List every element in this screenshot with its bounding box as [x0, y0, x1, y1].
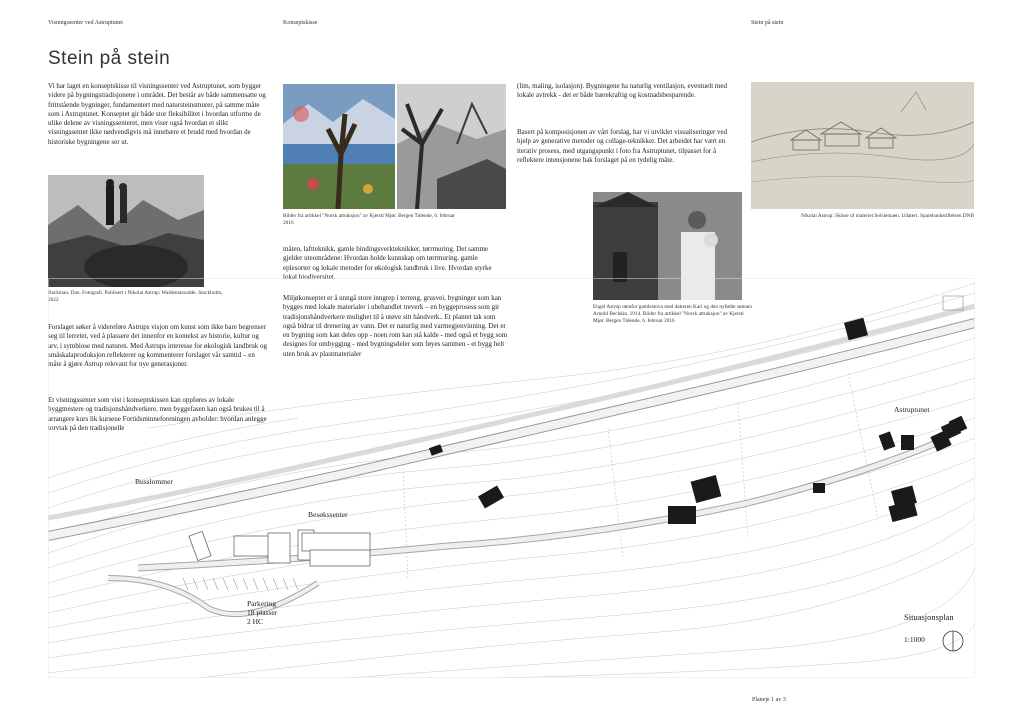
label-scale: 1:1000	[904, 635, 925, 644]
header-project: Visningssenter ved Astruptunet	[48, 20, 123, 26]
photo-astrup-rock	[48, 175, 204, 287]
sketch-solsiemaen	[751, 82, 974, 209]
label-parkering-count: 18 plasser	[247, 608, 278, 617]
caption-photo-3: Engel Astrup utenfor gamlestova med datteren Kari og den nyfødte sønnen Arnold Beckkin. 1914. Bilder fra artikkel "Norsk attraksjon" av Kjersti Mjør. Bergen Tidende, 6. februar 2016	[593, 304, 752, 324]
label-astruptunet: Astruptunet	[894, 405, 930, 414]
header-title: Stein på stein	[751, 20, 784, 26]
paragraph-intro: Vi har laget en konseptskisse til visningssenter ved Astruptunet, som bygger videre på bygningstradisjonene i området. Det består av både sammensatte og frittstående bygninger, fundamentert med natursteinsmurer, på samme måte som i Astruptunet. Konseptet gir både stor fleksibilitet i hvordan utforme de ulike delene av visningssenteret, men viser også hvordan et slikt visningssenter ikke nødvendigvis må innebære et brudd med hvordan de historiske bygningene ser ut.	[48, 82, 266, 146]
paragraph-vision: Forslaget søker å videreføre Astrups visjon om kunst som ikke bare begrenser seg til lerretet, ved å plassere det innenfor en kontekst av historie, kultur og arv, i symbiose med naturen. Med Astrups interesse for økologisk landbruk og småskalaproduksjon reflekterer og kommenterer forslaget vår samtid – en måte å gjøre Astrup relevant for nye generasjoner.	[48, 323, 268, 369]
page-title: Stein på stein	[48, 48, 171, 69]
label-situasjonsplan: Situasjonsplan	[904, 612, 954, 622]
page-number: Planeje 1 av 3	[752, 697, 786, 703]
label-busslommer: Busslommer	[135, 477, 173, 486]
site-plan	[48, 278, 975, 678]
caption-photo-1: Backman, Dan. Fotografi. Publisert i Nikolai Astrup: Waldemarsudde, Stockholm, 2022	[48, 290, 223, 303]
paragraph-techniques: måten, laftteknikk, gamle bindingsverkteknikker, tørrmuring. Det samme gjelder uteområdene: Hvordan holde kunnskap om tørrmuring, gamle eplesorter og lokale metoder for økologisk landbruk i live. Hvordan styrke lokal biodiversitet.	[283, 245, 492, 281]
photo-tree-house	[397, 84, 506, 209]
label-parkering-title: Parkering	[247, 599, 277, 608]
caption-photo-4: Nikolai Astrup: Skisse til maleriet Solsiemaen. Udatert. Sparebankstiftelsen DNB	[800, 213, 974, 219]
painting-tree	[283, 84, 395, 209]
label-parkering-hc: 2 HC	[247, 617, 264, 626]
caption-photo-2: Bilder fra artikkel "Norsk attraksjon" av Kjersti Mjør. Bergen Tidende, 6. februar 2016	[283, 213, 455, 226]
paragraph-visualization: Basert på komposisjonen av vårt forslag, har vi utviklet visualiseringer ved hjelp av generative metoder og collage-teknikker. Det arbeidet har vært en iterativ prosess, med utgangspunkt i foto fra Astruptunet, tilpasset for å reflektere intensjonene bak forslaget på en tydelig måte.	[517, 128, 728, 164]
label-besokssenter: Besøkssenter	[308, 510, 348, 519]
paragraph-ventilation: (lim, maling, isolasjon). Bygningene ha naturlig ventilasjon, eventuelt med lokale avtrekk - det er både bærekraftig og kostnadsbesparende.	[517, 82, 727, 100]
label-parkering	[247, 599, 277, 626]
header-section: Konseptskisse	[283, 20, 318, 26]
paragraph-building: Et visningssenter som vist i konseptskissen kan oppføres av lokale byggmestere og tradisjonshåndverkere, men byggefasen kan også brukes til å arrangere kurs lik kursene Fortidsminneforeningen avholder: hvordan anlegge torvtak på den tradisjonelle	[48, 396, 267, 432]
paragraph-environment: Miljøkonseptet er å unngå store inngrep i terreng, grusvei, bygninger som kan bygges med lokale materialer i ubehandlet treverk – en byggeprosess som gir tradisjonshåndverkere mulighet til å utøve sitt håndverk.. Et plantet tak som også bidrar til drenering av vann. Det er naturlig med varmegjenvinning. Det er en bygning som kan deles opp - noen rom kan stå kalde - med også et bygg som designes for ombygging - med bygningsdeler som føyes sammen - et bygg helt uten bruk av plastmaterialer	[283, 294, 508, 358]
